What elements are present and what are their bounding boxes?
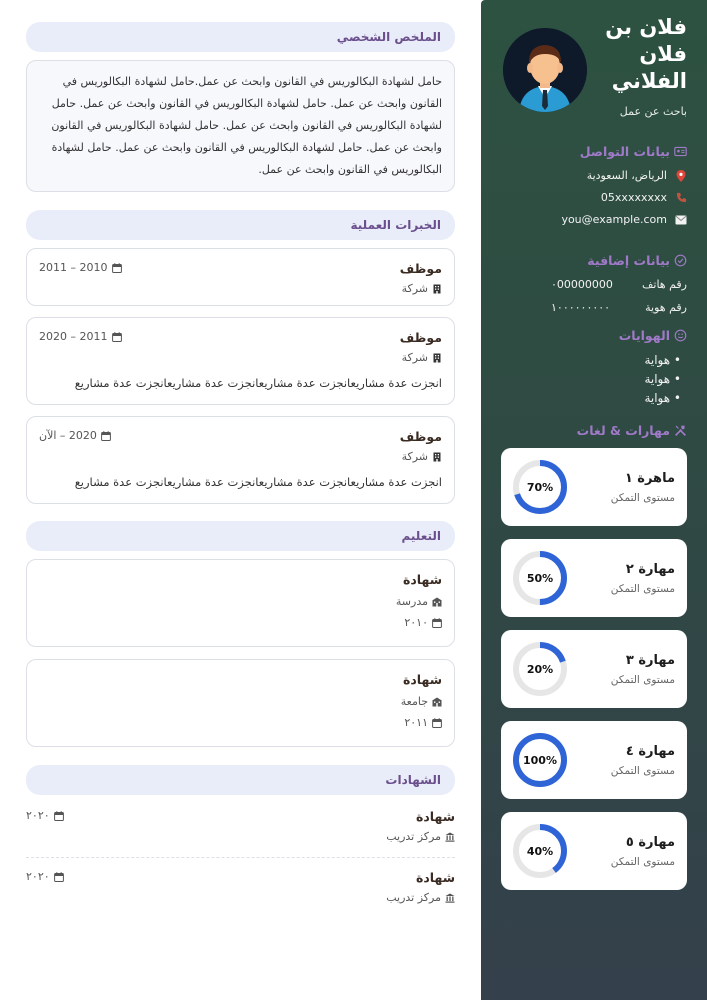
calendar-icon [54, 870, 64, 883]
skill-card [501, 721, 687, 799]
extra-info-heading [501, 253, 687, 268]
certificate-issuer-name: مركز تدريب [386, 830, 441, 843]
certificate-row [26, 864, 455, 912]
main-content [26, 22, 455, 912]
skill-percent-label: 70% [526, 481, 554, 494]
skills-heading-label: مهارات & لغات [576, 423, 670, 438]
email-icon [675, 214, 687, 226]
certificates-heading: الشهادات [26, 765, 455, 795]
experience-main [400, 261, 442, 295]
education-card [26, 659, 455, 747]
skills-section [501, 423, 687, 890]
certificate-title: شهادة [415, 809, 455, 824]
building-icon [432, 351, 442, 364]
experience-card [26, 248, 455, 306]
experience-title: موظف [399, 330, 442, 345]
email-text[interactable]: you@example.com [561, 213, 667, 226]
extra-row-label: رقم هاتف [642, 278, 687, 291]
skill-name: مهارة ٢ [625, 561, 675, 577]
skill-name: ماهرة ١ [624, 470, 675, 486]
experience-date [39, 429, 111, 442]
education-title: شهادة [402, 572, 442, 587]
skill-percent-label: 40% [526, 845, 554, 858]
sidebar [481, 0, 707, 1000]
name-line-1: فلان بن [605, 15, 687, 39]
location-pin-icon [675, 170, 687, 182]
name-block [601, 14, 687, 118]
profile-header [501, 14, 687, 118]
skill-level-label: مستوى التمكن [610, 764, 675, 777]
experience-description: انجزت عدة مشاريعانجزت عدة مشاريعانجزت عدة مشاريعانجزت عدة مشاريع [74, 376, 442, 390]
skill-text [611, 744, 675, 777]
extra-row-label: رقم هوية [645, 301, 687, 314]
experience-card [26, 416, 455, 504]
extra-row-phone [501, 278, 687, 291]
calendar-icon [432, 716, 442, 729]
experience-card-header [39, 261, 442, 295]
skills-heading [501, 423, 687, 438]
hobby-item: • هواية [501, 353, 687, 367]
calendar-icon [432, 616, 442, 629]
contact-heading-label: بيانات التواصل [579, 144, 670, 159]
cert-divider [26, 857, 455, 858]
building-icon [432, 450, 442, 463]
extra-row-value: ١٠٠٠٠٠٠٠٠٠ [551, 301, 611, 314]
certificate-main [386, 809, 455, 843]
hobbies-heading-label: الهوايات [618, 328, 670, 343]
extra-row-value: ٠00000000 [551, 278, 613, 291]
certificate-date [26, 809, 64, 822]
check-circle-icon [674, 254, 687, 267]
education-school-name: مدرسة [395, 595, 428, 608]
name-line-2: فلان [639, 42, 687, 66]
education-year-text: ٢٠١١ [404, 716, 428, 729]
job-title: باحث عن عمل [619, 105, 687, 118]
skill-level-label: مستوى التمكن [610, 855, 675, 868]
skills-list [501, 448, 687, 890]
experience-company-name: شركة [401, 282, 428, 295]
certificate-date-text: ٢٠٢٠ [26, 870, 50, 883]
certificates-list [26, 803, 455, 912]
calendar-icon [54, 809, 64, 822]
hobbies-heading [501, 328, 687, 343]
skill-name: مهارة ٤ [625, 743, 675, 759]
experience-company-name: شركة [401, 351, 428, 364]
education-school-name: جامعة [400, 695, 428, 708]
summary-text: حامل لشهادة البكالوريس في القانون وابحث عن عمل.حامل لشهادة البكالوريس في القانون وابحث عن عمل. حامل لشهادة البكالوريس في القانون وابحث عن عمل. حامل لشهادة البكالوريس في القانون وابحث عن عمل. حامل لشهادة البكالوريس في القانون وابحث عن عمل. حامل لشهادة البكالوريس في القانون وابحث عن عمل. حامل لشهادة البكالوريس في القانون وابحث عن عمل. [26, 60, 455, 192]
id-card-icon [674, 145, 687, 158]
skill-card [501, 812, 687, 890]
skill-text [611, 562, 675, 595]
experience-date-text: 2020 – الآن [39, 429, 97, 442]
education-school [39, 695, 442, 708]
skill-percent-label: 50% [526, 572, 554, 585]
phone-icon [675, 192, 687, 204]
skill-progress-ring [511, 822, 569, 880]
experience-heading: الخبرات العملية [26, 210, 455, 240]
calendar-icon [101, 429, 111, 442]
contact-heading [501, 144, 687, 159]
skill-percent-label: 100% [523, 754, 557, 767]
tools-icon [674, 424, 687, 437]
education-list [26, 559, 455, 747]
hobby-item: • هواية [501, 391, 687, 405]
phone-text[interactable]: 05xxxxxxxx [600, 191, 667, 204]
education-year-text: ٢٠١٠ [404, 616, 428, 629]
experience-main [400, 330, 442, 364]
experience-title: موظف [399, 261, 442, 276]
skill-name: مهارة ٥ [625, 834, 675, 850]
certificate-issuer [386, 830, 455, 843]
skill-text [611, 471, 675, 504]
skill-name: مهارة ٣ [625, 652, 675, 668]
certificate-date [26, 870, 64, 883]
certificate-title: شهادة [415, 870, 455, 885]
institution-icon [445, 891, 455, 904]
experience-date-text: 2010 – 2011 [39, 261, 108, 274]
institution-icon [445, 830, 455, 843]
school-icon [432, 695, 442, 708]
skill-text [611, 835, 675, 868]
certificate-date-text: ٢٠٢٠ [26, 809, 50, 822]
extra-info-heading-label: بيانات إضافية [587, 253, 670, 268]
experience-card-header [39, 330, 442, 364]
education-year [39, 616, 442, 629]
skill-progress-ring [511, 549, 569, 607]
education-year [39, 716, 442, 729]
experience-card-header [39, 429, 442, 463]
skill-progress-ring [511, 731, 569, 789]
skill-progress-ring [511, 458, 569, 516]
location-text: الرياض، السعودية [586, 169, 667, 182]
full-name [601, 14, 687, 95]
skill-card [501, 448, 687, 526]
experience-main [400, 429, 442, 463]
experience-company [400, 282, 442, 295]
summary-heading: الملخص الشخصي [26, 22, 455, 52]
contact-location [587, 169, 687, 182]
contact-section [501, 144, 687, 235]
experience-company [400, 450, 442, 463]
calendar-icon [112, 330, 122, 343]
experience-date [39, 330, 122, 343]
extra-row-id [501, 301, 687, 314]
skill-level-label: مستوى التمكن [610, 673, 675, 686]
experience-card [26, 317, 455, 405]
skill-progress-ring [511, 640, 569, 698]
experience-description: انجزت عدة مشاريعانجزت عدة مشاريعانجزت عدة مشاريعانجزت عدة مشاريع [74, 475, 442, 489]
hobbies-section [501, 328, 687, 405]
avatar [503, 28, 587, 112]
certificate-issuer [386, 891, 455, 904]
experience-company [400, 351, 442, 364]
skill-percent-label: 20% [526, 663, 554, 676]
skill-text [611, 653, 675, 686]
education-title: شهادة [402, 672, 442, 687]
skill-level-label: مستوى التمكن [610, 582, 675, 595]
school-icon [432, 595, 442, 608]
education-school [39, 595, 442, 608]
experience-date [39, 261, 122, 274]
education-card [26, 559, 455, 647]
contact-phone [601, 191, 687, 204]
skill-card [501, 539, 687, 617]
smile-icon [674, 329, 687, 342]
hobby-item: • هواية [501, 372, 687, 386]
calendar-icon [112, 261, 122, 274]
certificate-row [26, 803, 455, 851]
contact-email [561, 213, 687, 226]
building-icon [432, 282, 442, 295]
experience-company-name: شركة [401, 450, 428, 463]
certificate-issuer-name: مركز تدريب [386, 891, 441, 904]
education-heading: التعليم [26, 521, 455, 551]
experience-date-text: 2011 – 2020 [39, 330, 108, 343]
name-line-3: الفلاني [611, 69, 687, 93]
skill-card [501, 630, 687, 708]
experience-list [26, 248, 455, 504]
certificate-main [386, 870, 455, 904]
extra-info-section [501, 253, 687, 314]
experience-title: موظف [399, 429, 442, 444]
skill-level-label: مستوى التمكن [610, 491, 675, 504]
